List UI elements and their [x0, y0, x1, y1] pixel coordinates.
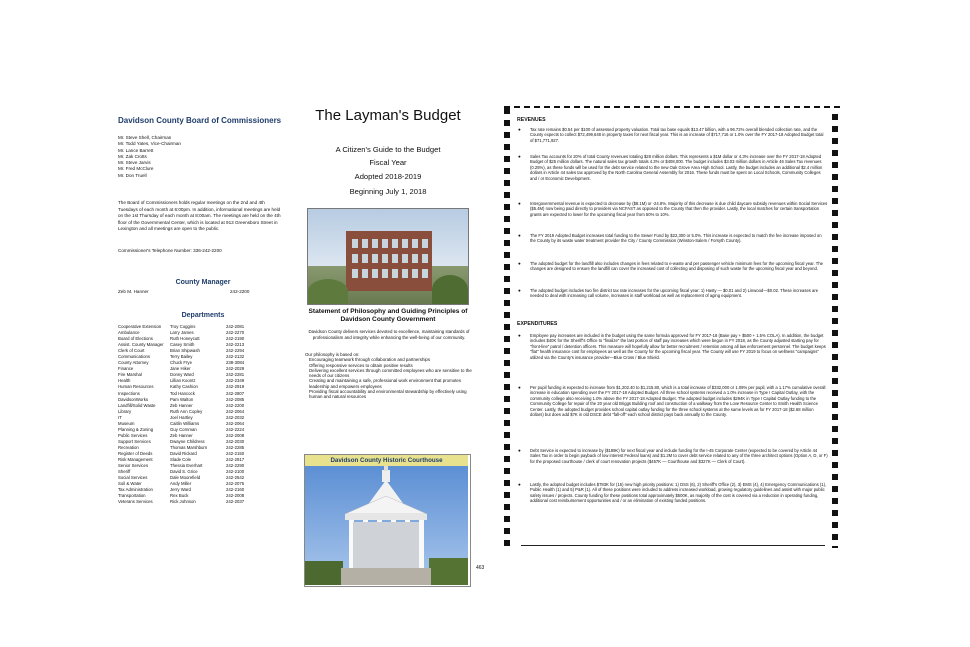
department-contact: Guy Cornman [170, 426, 197, 432]
revenue-item: ● The FY 2019 Adopted Budget increases total funding to the Sewer Fund by $22,300 or 5.0%. This increase is expected to match the fee increase imposed on the County by its waste water treatment provider the City / County Commission (Winston-Salem / Forsyth County). [518, 233, 822, 244]
department-contact: Dwayne Childress [170, 438, 205, 444]
department-contact: Chuck Frye [170, 360, 192, 366]
department-phone: 242-2150 [226, 450, 245, 456]
philosophy-point: Offering responsive services to obtain positive results [309, 362, 413, 368]
department-name: Support Services [118, 438, 151, 444]
top-border [504, 106, 840, 112]
philosophy-point: Delivering excellent services through committed employees who are sensitive to the needs of our citizens [309, 367, 472, 379]
department-name: Veterans Services [118, 499, 153, 505]
department-contact: Pam Walton [170, 396, 194, 402]
department-contact: Ruth Ann Copley [170, 408, 203, 414]
department-contact: Larry James [170, 330, 194, 336]
departments-list [118, 324, 260, 505]
county-manager-name: Zeb M. Hanner [118, 289, 149, 294]
department-phone: 242-2919 [226, 384, 245, 390]
philosophy-point: Encouraging teamwork through collaboration and partnerships [309, 357, 431, 363]
county-manager-row [118, 289, 258, 294]
department-name: Communications [118, 354, 151, 360]
commissioner-item: Mr. Don Truell [118, 172, 147, 178]
department-phone: 242-2037 [226, 499, 245, 505]
revenues-heading: REVENUES [517, 117, 546, 123]
department-phone: 242-2290 [226, 463, 245, 469]
department-phone: 242-2807 [226, 390, 245, 396]
department-phone: 242-2029 [226, 366, 245, 372]
department-name: Library [118, 408, 132, 414]
subtitle-beginning: Beginning July 1, 2018 [349, 187, 427, 196]
department-name: Soil & Water [118, 481, 142, 487]
commissioner-item: Mr. Steve Jarvis [118, 160, 151, 166]
department-name: Ambulance [118, 330, 140, 336]
revenue-item: ● The adopted budget for the landfill also includes changes in fees related to e-waste and per passenger vehicle minimum fees for the upcoming fiscal year. The changes are designed to ensure the landfill can cover the increased cost of collecting and disposing of such waste for the upcoming fiscal year and beyond. [518, 261, 823, 272]
revenue-item: ● Tax rate remains $0.54 per $100 of assessed property valuation. Total tax base equals $13.47 billion, with a 96.72% overall blended collection rate, and the County expects to collect $72,499,648 in property taxes for next fiscal year. This is an increase of $717,716 or 1.0% over the FY 2017-18 Adopted Budget total of $71,771,927. [518, 127, 824, 143]
department-contact: Troy Coggins [170, 324, 196, 329]
department-contact: Rex Buck [170, 493, 189, 499]
expenditure-item: ● Debt Service is expected to increase by ($189K) for next fiscal year and include funding for the I-45 Corporate Center (expected to be covered by Article 44 Sales Tax in order to begin payback of low interest Federal loans) and $1.2M to cover debt service related to any of the three architect options (Option A, D, or F) for the proposed courthouse / clerk of court renovation projects ($457K — Courthouse and $327K — Clerk of Court). [518, 448, 828, 464]
department-contact: Ruth Honeycutt [170, 336, 200, 342]
department-contact: David Rickard [170, 450, 197, 456]
department-contact: Dale Moorefield [170, 475, 201, 481]
department-contact: Kathy Cashion [170, 384, 198, 390]
department-phone: 242-2542 [226, 475, 245, 481]
department-name: Sheriff [118, 469, 131, 475]
philosophy-section [305, 352, 473, 400]
department-contact: Rick Johnson [170, 499, 196, 505]
meeting-info: The Board of Commissioners holds regular meetings on the 2nd and 4th Tuesdays of each month at 6:00pm. In addition, informational meetings are held on the 1st Thursday of each month at 8:00am. The meetings are held on the 4th floor of the Governmental Center, which is located at 913 Greensboro Street in Lexington and all meetings are open to the public. [118, 200, 281, 232]
department-contact: Donny Ward [170, 372, 194, 378]
commissioner-item: Mr. Steve Shell, Chairman [118, 135, 172, 140]
department-name: Cooperative Extension [118, 324, 162, 329]
department-name: Assist. County Manager [118, 342, 164, 348]
department-phone: 242-2030 [226, 438, 245, 444]
page-number: 463 [476, 565, 485, 571]
commissioner-item: Mr. Fred McClure [118, 166, 154, 172]
department-contact: David S. Grice [170, 469, 198, 475]
board-title: Davidson County Board of Commissioners [118, 116, 282, 125]
department-phone: 242-2917 [226, 457, 245, 463]
county-manager-phone: 242-2200 [230, 289, 250, 294]
philosophy-point: Providing fiscal accountability and environmental stewardship by effectively using human and natural resources [309, 389, 467, 400]
department-name: Tax Administration [118, 487, 153, 493]
department-contact: Thomas Marshburn [170, 444, 208, 450]
department-phone: 242-2085 [226, 396, 245, 402]
department-name: IT [118, 414, 122, 420]
bottom-rule [521, 545, 825, 546]
department-name: Museum [118, 420, 135, 426]
department-name: Clerk of Court [118, 348, 145, 354]
department-contact: Jerry Ward [170, 487, 191, 493]
department-phone: 242-2224 [226, 426, 245, 432]
commissioner-list [118, 135, 288, 179]
department-contact: Zeb Hanner [170, 402, 193, 408]
department-name: Landfill/Solid Waste [118, 402, 156, 408]
revenue-item: ● Intergovernmental revenue is expected to decrease by ($8.1M) or -24.8%. Majority of this decrease is due child daycare subsidy revenues within Social Services ($5.4M) now being paid directly to providers via NCFAST as opposed to the County that then the provider. Lastly, the local matches for certain transportation grants are expected to lower for the upcoming fiscal year from 50% to 10%. [518, 201, 828, 217]
department-contact: Lillian Koontz [170, 378, 196, 384]
department-name: Recreation [118, 444, 139, 450]
department-contact: Terry Bailey [170, 354, 193, 360]
department-phone: 242-2100 [226, 469, 245, 475]
page-title: The Layman's Budget [315, 107, 461, 124]
department-phone: 242-2132 [226, 354, 245, 360]
department-phone: 242-2032 [226, 414, 245, 420]
revenue-item: ● The adopted budget includes two fire district tax rate increases for the upcoming fiscal year: 1) Hasty — $0.01 and 2) Linwood—$0.02. These increases are needed to deal with increasing call volume, increases in staff workload as well as replacement of aging equipment. [518, 288, 819, 299]
department-contact: Brian Shipwash [170, 348, 200, 354]
department-phone: 242-2064 [226, 408, 245, 414]
department-contact: Slade Cole [170, 457, 192, 463]
courthouse-photo [305, 466, 468, 585]
left-border [504, 108, 510, 548]
department-name: Social Services [118, 475, 148, 481]
department-contact: Caitlin Williams [170, 420, 200, 426]
department-name: Transportation [118, 493, 146, 499]
department-name: Health [118, 378, 131, 384]
subtitle-fiscal-year: Fiscal Year [369, 158, 407, 167]
department-contact: Jane Hiker [170, 366, 191, 372]
department-phone: 242-2160 [226, 487, 245, 493]
department-contact: Casey Smith [170, 342, 195, 348]
expenditure-item: ● Per pupil funding is expected to increase from $1,202.40 to $1,215.80, which is a total increase of $332,000 or 1.09% per pupil, with a 1.17% cumulative overall increase in education spending over the FY 2017-18 Adopted Budget. All three school systems received a 1.0% increase in Type I Capital Outlay, with the community college also receiving 1.0% above the FY 2017-18 Adopted Budget. The adopted budget includes $294K in Type I Capital Outlay funding to the Community College for repair of the 20 year old Briggs Building roof and construction of a walkway from the Love Resource Center to Smith Health Science Center. Lastly, the adopted budget provides school capital outlay funding for the three school systems at the same levels as for FY 2017-18 ($2.68 million dollars) but does add $7K in old DSCE debt "fall-off" each school district pays back annually to the County. [518, 385, 826, 418]
commissioner-item: Mr. Zak Crotts [118, 153, 147, 159]
department-name: Public Services [118, 432, 148, 438]
department-contact: Thessia Everhart [170, 463, 203, 469]
commissioner-item: Mr. Lance Barrett [118, 147, 154, 153]
department-name: Fire Marshal [118, 372, 142, 378]
department-phone: 242-2213 [226, 342, 245, 348]
department-name: Human Resources [118, 384, 154, 390]
right-border [832, 108, 838, 548]
department-contact: Tod Hancock [170, 390, 195, 396]
department-name: Senior Services [118, 463, 149, 469]
department-phone: 242-2075 [226, 481, 245, 487]
department-name: Inspections [118, 390, 140, 396]
department-name: Finance [118, 366, 134, 372]
subtitle-guide: A Citizen's Guide to the Budget [335, 145, 441, 154]
expenditure-item: ● Employee pay increases are included in the budget using the same formula approved for FY 2017-18 (Base pay + $500 + 1.5% COLA). In addition, the budget includes $40K for the Sheriff's Office to "finalize" the last portion of staff pay increases which were begun in FY 2018, as the County adjusted starting pay for "front-line" patrol / detention officers. This measure will hopefully allow for better recruitment / retention among all law enforcement personnel. The budget keeps "flat" health insurance cost for employees as well as the County for the upcoming fiscal year. The County will use FY 2019 to focus on wellness "campaigns" utilized via the County's insurance provider—Blue Cross / Blue Shield. [518, 333, 826, 360]
department-name: Planning & Zoning [118, 426, 154, 432]
department-contact: Zeb Hanner [170, 432, 193, 438]
statement-title: Statement of Philosophy and Guiding Principles of Davidson County Government [308, 308, 468, 323]
departments-title: Departments [181, 312, 225, 319]
department-name: Risk Management [118, 457, 153, 463]
department-name: DavidsonWorks [118, 396, 149, 402]
commissioner-phone: Commissioner's Telephone Number: 336-242-2200 [118, 248, 222, 253]
county-manager-title: County Manager [175, 279, 231, 286]
courthouse-caption: Davidson County Historic Courthouse [305, 455, 468, 466]
philosophy-intro: Our philosophy is based on: [305, 352, 360, 357]
department-contact: Andy Miller [170, 481, 192, 487]
department-phone: 242-2081 [226, 324, 245, 329]
department-phone: 242-2270 [226, 330, 245, 336]
government-center-photo [307, 208, 469, 305]
department-phone: 242-2008 [226, 493, 245, 499]
expenditure-item: ● Lastly, the adopted budget includes $783K for (15) new high priority positions: 1) DSS (6), 2) Sheriff's Office (2), 3) EMS (4), 4) Emergency Communications (1), Public Health (1) and 5) P&R (1). All of these positions were included to address increased workload, growing regulatory guidelines and assist with major public safety issues / projects. County funding for these positions total approximately $500K, as majority of the cost is covered via a reduction in operating funding, additional cost reimbursement opportunities and / or an elimination of existing funded positions. [518, 482, 827, 504]
department-contact: Joel Hartley [170, 414, 193, 420]
department-phone: 242-2008 [226, 432, 245, 438]
department-phone: 242-2294 [226, 348, 245, 354]
philosophy-point: Creating and maintaining a safe, professional work environment that promotes leadership and empowers employees [309, 378, 462, 389]
statement-body: Davidson County delivers services devoted to excellence, maintaining standards of professionalism and integrity while enhancing the well-being of our community. [308, 329, 470, 340]
department-phone: 242-2281 [226, 372, 245, 378]
subtitle-adopted: Adopted 2018-2019 [354, 172, 422, 181]
department-phone: 242-2064 [226, 420, 245, 426]
department-phone: 238-3084 [226, 360, 245, 366]
department-name: County Attorney [118, 360, 149, 366]
revenue-item: ● Sales Tax accounts for 20% of total County revenues totaling $28 million dollars. This represents a $1M dollar or 4.3% increase over the FY 2017-18 Adopted Budget of $25 million dollars. The natural sales tax growth totals 4.3% or $408,000. The budget includes $3.03 million dollars in Article 46 Sales Tax revenues (0.25%), as these funds will be used for the debt service related to the new Oak Grove Area High School. Lastly, the budget includes an additional $2.4 million dollars in Article 44 sales tax approved by the North Carolina General Assembly for 2016. These funds must be spent on Local Schools, Community Colleges and / or Economic Development. [518, 154, 823, 181]
department-name: Register of Deeds [118, 450, 153, 456]
commissioner-item: Mr. Todd Yates, Vice-Chairman [118, 141, 181, 147]
department-name: Board of Elections [118, 336, 153, 342]
department-phone: 242-2200 [226, 402, 245, 408]
expenditures-heading: EXPENDITURES [517, 321, 558, 327]
department-phone: 242-2190 [226, 336, 245, 342]
department-row [118, 499, 260, 505]
department-phone: 242-2349 [226, 378, 245, 384]
department-phone: 242-2285 [226, 444, 245, 450]
